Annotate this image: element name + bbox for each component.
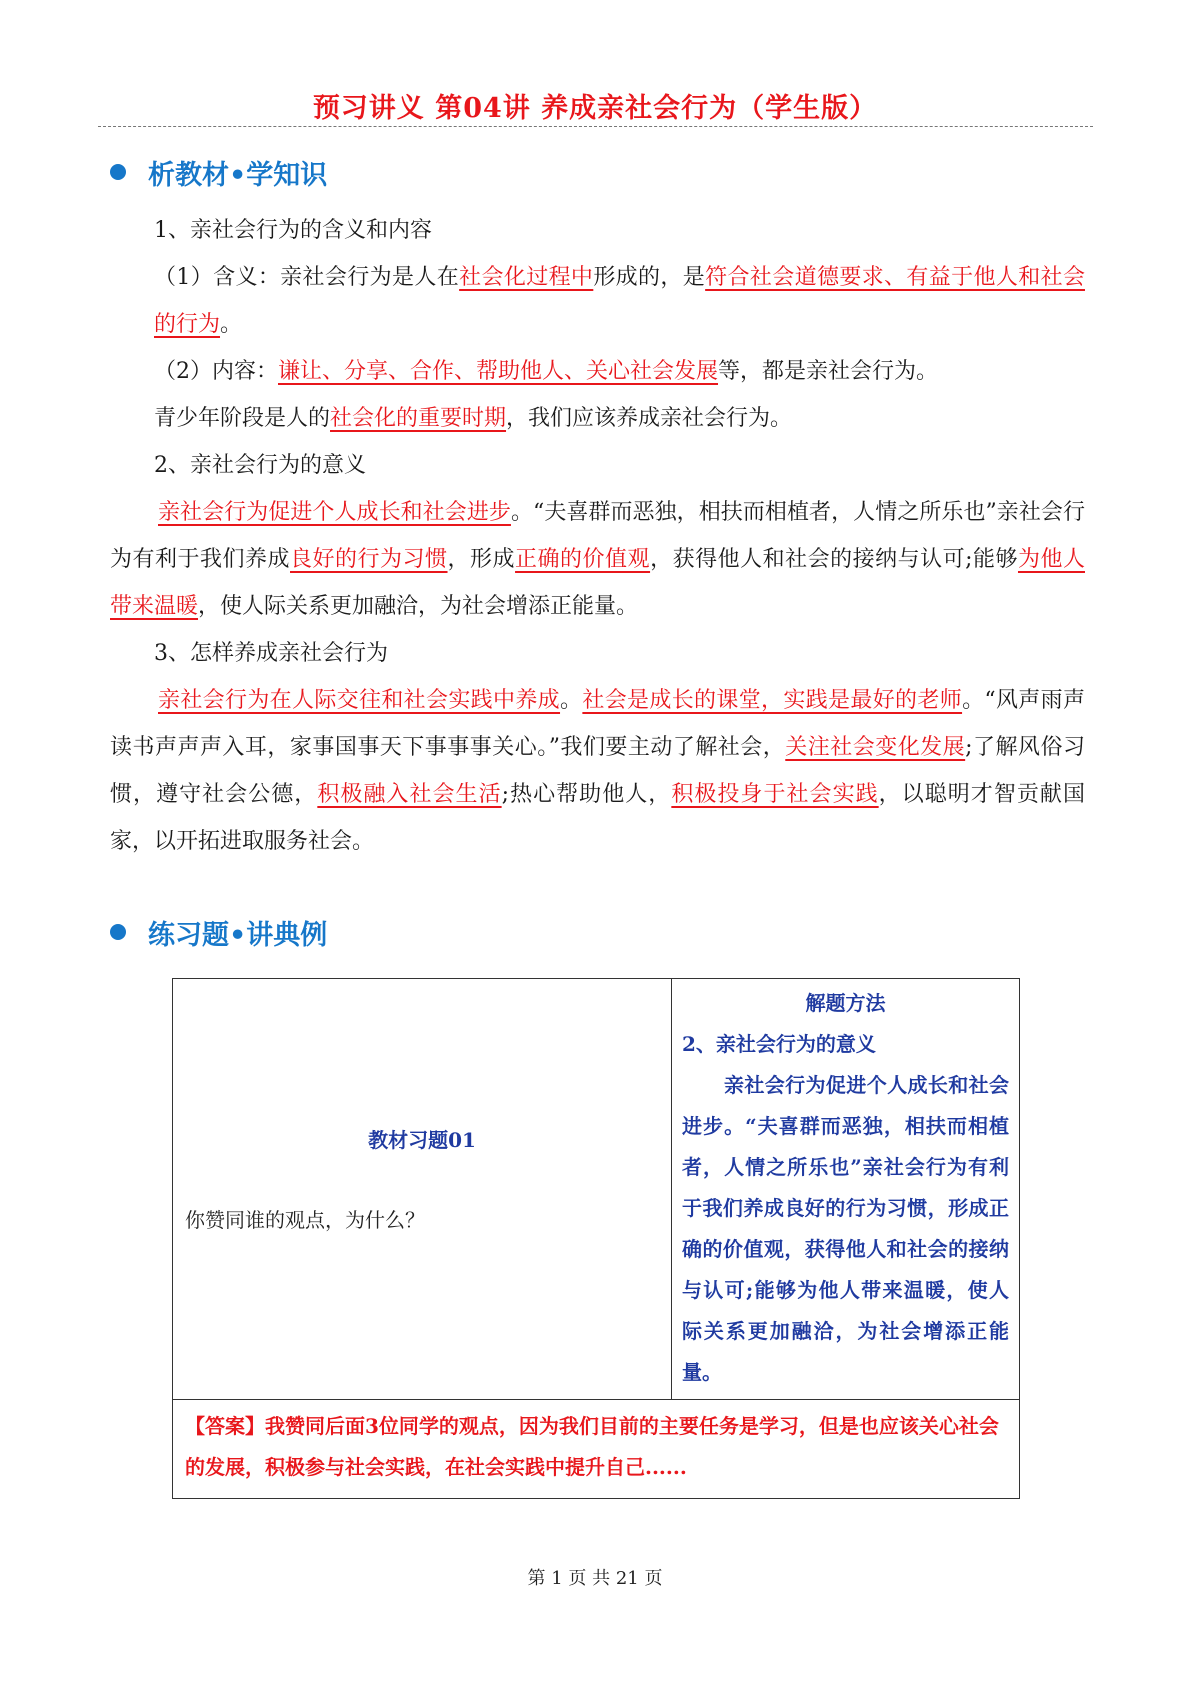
text-run: 等，都是亲社会行为。 xyxy=(718,359,939,384)
key-point: 亲社会行为促进个人成长和社会进步 xyxy=(158,500,511,525)
text-run: 。“风声雨声读书声声声入耳，家事国事天下事事事关心。”我们要主动了解社会， xyxy=(110,688,1085,760)
key-point: 关注社会变化发展 xyxy=(785,735,966,760)
key-point: 社会是成长的课堂，实践是最好的老师 xyxy=(582,688,963,713)
key-point: 社会化过程中 xyxy=(459,265,594,290)
exercise-cell xyxy=(173,979,672,1400)
text-run: 。“夫喜群而恶独，相扶而相植者，人情之所乐也”亲社会行为有利于我们养成 xyxy=(110,500,1085,572)
text-run: 。 xyxy=(220,312,243,337)
section-1-body xyxy=(110,207,1085,865)
text-run: （2）内容： xyxy=(154,359,278,384)
key-point: 为他人带来温暖 xyxy=(110,547,1085,619)
section-title-1: 析教材•学知识 xyxy=(148,159,328,191)
key-point: 亲社会行为在人际交往和社会实践中养成 xyxy=(158,688,561,713)
paragraph-adolescence xyxy=(110,395,1085,442)
text-run: ，获得他人和社会的接纳与认可;能够 xyxy=(650,547,1018,572)
paragraph-how-to-develop xyxy=(110,677,1085,865)
text-run: 。 xyxy=(560,688,583,713)
key-point: 积极融入社会生活 xyxy=(317,782,502,807)
page-title: 预习讲义 第04讲 养成亲社会行为（学生版） xyxy=(312,93,878,124)
paragraph-significance xyxy=(110,489,1085,630)
key-point: 谦让、分享、合作、帮助他人、关心社会发展 xyxy=(278,359,719,384)
text-run: ，使人际关系更加融洽，为社会增添正能量。 xyxy=(198,594,639,619)
key-point: 正确的价值观 xyxy=(515,547,651,572)
section-title-2: 练习题•讲典例 xyxy=(148,919,328,951)
title-divider xyxy=(98,126,1093,127)
bullet-icon xyxy=(110,164,126,180)
text-run: ，我们应该养成亲社会行为。 xyxy=(506,406,793,431)
text-run: ;热心帮助他人， xyxy=(501,782,672,807)
key-point: 良好的行为习惯 xyxy=(290,547,448,572)
exercise-question: 你赞同谁的观点，为什么？ xyxy=(185,1208,425,1232)
paragraph-definition xyxy=(110,254,1085,348)
text-run: 青少年阶段是人的 xyxy=(154,406,331,431)
text-run: ，以聪明才智贡献国家，以开拓进取服务社会。 xyxy=(110,782,1085,854)
key-point: 符合社会道德要求、有益于他人和社会的行为 xyxy=(154,265,1085,337)
method-cell xyxy=(672,979,1020,1400)
key-point: 积极投身于社会实践 xyxy=(671,782,879,807)
method-title: 解题方法 xyxy=(805,991,886,1015)
subheading-how-to-develop: 3、怎样养成亲社会行为 xyxy=(154,641,388,666)
subheading-significance: 2、亲社会行为的意义 xyxy=(154,453,366,478)
method-heading: 2、亲社会行为的意义 xyxy=(682,1032,876,1056)
method-body: 亲社会行为促进个人成长和社会进步。“夫喜群而恶独，相扶而相植者，人情之所乐也”亲社会行为有利于我们养成良好的行为习惯，形成正确的价值观，获得他人和社会的接纳与认可;能够为他人带来温暖，使人际关系更加融洽，为社会增添正能量。 xyxy=(682,1073,1009,1384)
exercise-table xyxy=(172,978,1020,1499)
text-run: ;了解风俗习惯，遵守社会公德， xyxy=(110,735,1085,807)
subheading-meaning-content: 1、亲社会行为的含义和内容 xyxy=(154,218,432,243)
page-number: 第 1 页 共 21 页 xyxy=(527,1568,663,1589)
text-run: （1）含义：亲社会行为是人在 xyxy=(154,265,460,290)
text-run: ，形成 xyxy=(447,547,516,572)
answer-cell: 【答案】我赞同后面3位同学的观点，因为我们目前的主要任务是学习，但是也应该关心社会的发展，积极参与社会实践，在社会实践中提升自己...... xyxy=(173,1400,1020,1499)
text-run: 形成的，是 xyxy=(593,265,706,290)
paragraph-content xyxy=(110,348,1085,395)
bullet-icon xyxy=(110,924,126,940)
key-point: 社会化的重要时期 xyxy=(330,406,507,431)
exercise-title: 教材习题01 xyxy=(368,1128,476,1152)
section-heading-1 xyxy=(110,152,327,192)
section-heading-2 xyxy=(110,912,327,952)
